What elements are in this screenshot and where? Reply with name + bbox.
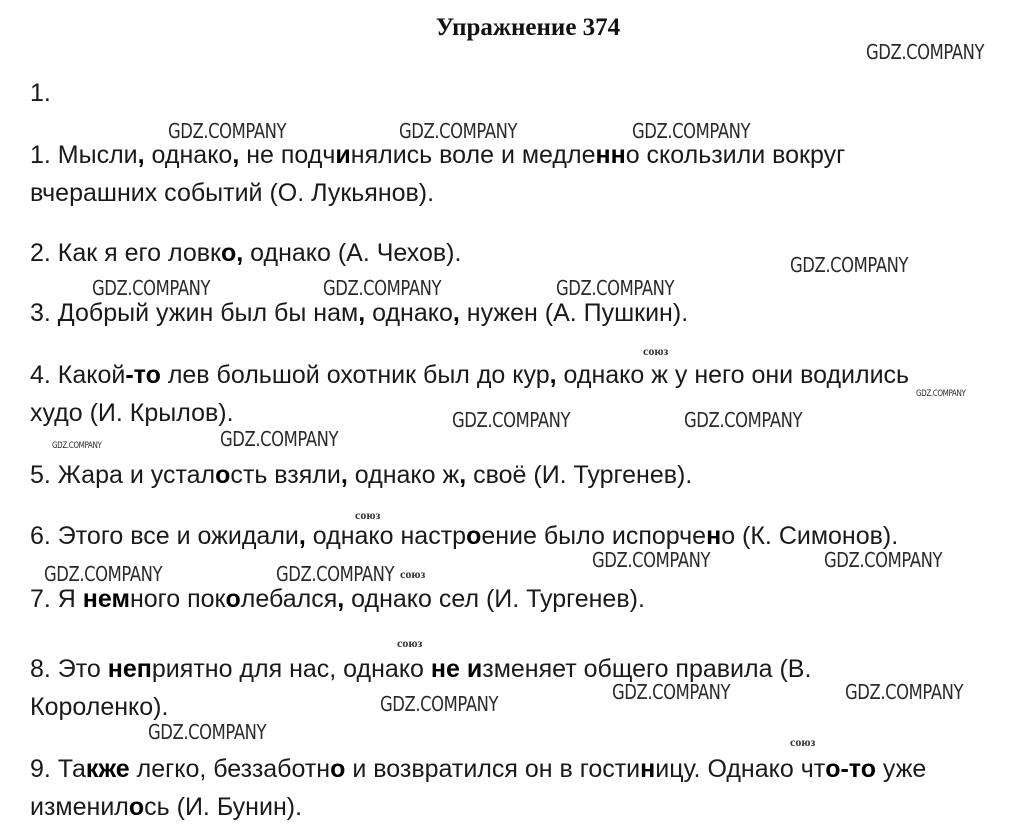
sentence-1-line-1 xyxy=(30,140,845,170)
watermark: GDZ.COMPANY xyxy=(612,680,731,704)
sentence-9-line-2 xyxy=(30,792,302,822)
sentence-6-line-1 xyxy=(30,521,898,551)
watermark: GDZ.COMPANY xyxy=(790,253,909,277)
sentence-7-line-1 xyxy=(30,584,645,614)
text-segment: однако ж xyxy=(347,461,460,489)
watermark: GDZ.COMPANY xyxy=(44,562,163,586)
highlighted-letters: о xyxy=(215,461,231,489)
text-segment: однако ж у него они водились xyxy=(556,361,910,389)
watermark: GDZ.COMPANY xyxy=(323,276,442,300)
text-segment: однако xyxy=(365,299,453,327)
sentence-8-line-2 xyxy=(30,692,168,722)
sentence-4-line-1 xyxy=(30,360,909,390)
highlighted-letters: н xyxy=(640,755,656,783)
highlighted-letters: о xyxy=(128,793,145,821)
text-segment: однако (А. Чехов). xyxy=(243,239,462,267)
text-segment: ного пок xyxy=(129,585,226,613)
union-annotation: союз xyxy=(400,567,426,581)
text-segment: риятно для нас, однако xyxy=(151,655,431,683)
highlighted-letters: -то xyxy=(125,361,161,389)
text-segment: о скользили вокруг xyxy=(625,141,846,169)
highlighted-letters: , xyxy=(452,299,460,327)
text-segment: однако сел (И. Тургенев). xyxy=(344,585,645,613)
watermark: GDZ.COMPANY xyxy=(632,119,751,143)
watermark-small: GDZ.COMPANY xyxy=(916,389,966,399)
text-segment: 5. Жара и устал xyxy=(30,461,216,489)
watermark: GDZ.COMPANY xyxy=(845,680,964,704)
text-segment: ицу. Однако чт xyxy=(655,755,826,783)
exercise-title: Упражнение 374 xyxy=(435,14,621,41)
highlighted-letters: нн xyxy=(595,141,626,169)
sentence-3-line-1 xyxy=(30,298,688,328)
text-segment: 7. Я xyxy=(30,585,83,613)
highlighted-letters: о-то xyxy=(825,755,876,783)
text-segment: не подч xyxy=(239,141,336,169)
text-segment: изменил xyxy=(30,793,129,821)
highlighted-letters: не и xyxy=(430,655,483,683)
text-segment: нужен (А. Пушкин). xyxy=(459,299,689,327)
text-segment: своё (И. Тургенев). xyxy=(466,461,693,489)
watermark: GDZ.COMPANY xyxy=(380,692,499,716)
watermark: GDZ.COMPANY xyxy=(276,562,395,586)
watermark-small: GDZ.COMPANY xyxy=(52,441,102,451)
watermark: GDZ.COMPANY xyxy=(452,408,571,432)
watermark: GDZ.COMPANY xyxy=(220,427,339,451)
text-segment: лебался xyxy=(240,585,338,613)
text-segment: о (К. Симонов). xyxy=(721,522,899,550)
text-segment: легко, беззаботн xyxy=(129,755,331,783)
text-segment: худо (И. Крылов). xyxy=(30,399,234,427)
sentence-1-line-2 xyxy=(30,178,434,208)
text-segment: нялись воле и медле xyxy=(350,141,596,169)
text-segment: сь (И. Бунин). xyxy=(144,793,303,821)
watermark: GDZ.COMPANY xyxy=(684,408,803,432)
text-segment: 2. Как я его ловк xyxy=(30,239,221,267)
text-segment: Короленко). xyxy=(30,693,169,721)
watermark: GDZ.COMPANY xyxy=(556,276,675,300)
text-segment: уже xyxy=(875,755,927,783)
union-annotation: союз xyxy=(397,636,423,650)
sentence-2-line-1 xyxy=(30,238,461,268)
union-annotation: союз xyxy=(790,735,816,749)
text-segment: 9. Та xyxy=(30,755,86,783)
text-segment: и возвратился он в гости xyxy=(345,755,641,783)
watermark: GDZ.COMPANY xyxy=(592,548,711,572)
section-number: 1. xyxy=(30,79,51,107)
highlighted-letters: о xyxy=(220,239,237,267)
highlighted-letters: , xyxy=(232,141,240,169)
highlighted-letters: , xyxy=(459,461,467,489)
union-annotation: союз xyxy=(643,344,669,358)
watermark: GDZ.COMPANY xyxy=(824,548,943,572)
text-segment: сть взяли xyxy=(230,461,341,489)
text-segment: зменяет общего правила (В. xyxy=(482,655,812,683)
text-segment: 1. Мысли xyxy=(30,141,138,169)
highlighted-letters: и xyxy=(335,141,351,169)
highlighted-letters: , xyxy=(236,239,244,267)
text-segment: ение было испорче xyxy=(481,522,707,550)
text-segment: однако настр xyxy=(305,522,467,550)
sentence-5-line-1 xyxy=(30,460,692,490)
text-segment: 4. Какой xyxy=(30,361,126,389)
highlighted-letters: о xyxy=(466,522,482,550)
highlighted-letters: , xyxy=(340,461,348,489)
text-segment: 6. Этого все и ожидали xyxy=(30,522,299,550)
highlighted-letters: н xyxy=(706,522,722,550)
text-segment: лев большой охотник был до кур xyxy=(160,361,550,389)
watermark: GDZ.COMPANY xyxy=(148,720,267,744)
highlighted-letters: , xyxy=(549,361,557,389)
highlighted-letters: нем xyxy=(82,585,130,613)
highlighted-letters: , xyxy=(337,585,345,613)
highlighted-letters: неп xyxy=(107,655,152,683)
highlighted-letters: , xyxy=(358,299,366,327)
highlighted-letters: , xyxy=(137,141,145,169)
watermark: GDZ.COMPANY xyxy=(168,119,287,143)
watermark: GDZ.COMPANY xyxy=(866,40,985,64)
highlighted-letters: о xyxy=(225,585,241,613)
watermark: GDZ.COMPANY xyxy=(92,276,211,300)
highlighted-letters: кже xyxy=(85,755,130,783)
sentence-4-line-2 xyxy=(30,398,234,428)
union-annotation: союз xyxy=(355,508,381,522)
watermark: GDZ.COMPANY xyxy=(399,119,518,143)
text-segment: однако xyxy=(144,141,233,169)
highlighted-letters: о xyxy=(330,755,346,783)
text-segment: 3. Добрый ужин был бы нам xyxy=(30,299,359,327)
sentence-9-line-1 xyxy=(30,754,926,784)
text-segment: вчерашних событий (О. Лукьянов). xyxy=(30,179,435,207)
text-segment: 8. Это xyxy=(30,655,108,683)
highlighted-letters: , xyxy=(298,522,306,550)
